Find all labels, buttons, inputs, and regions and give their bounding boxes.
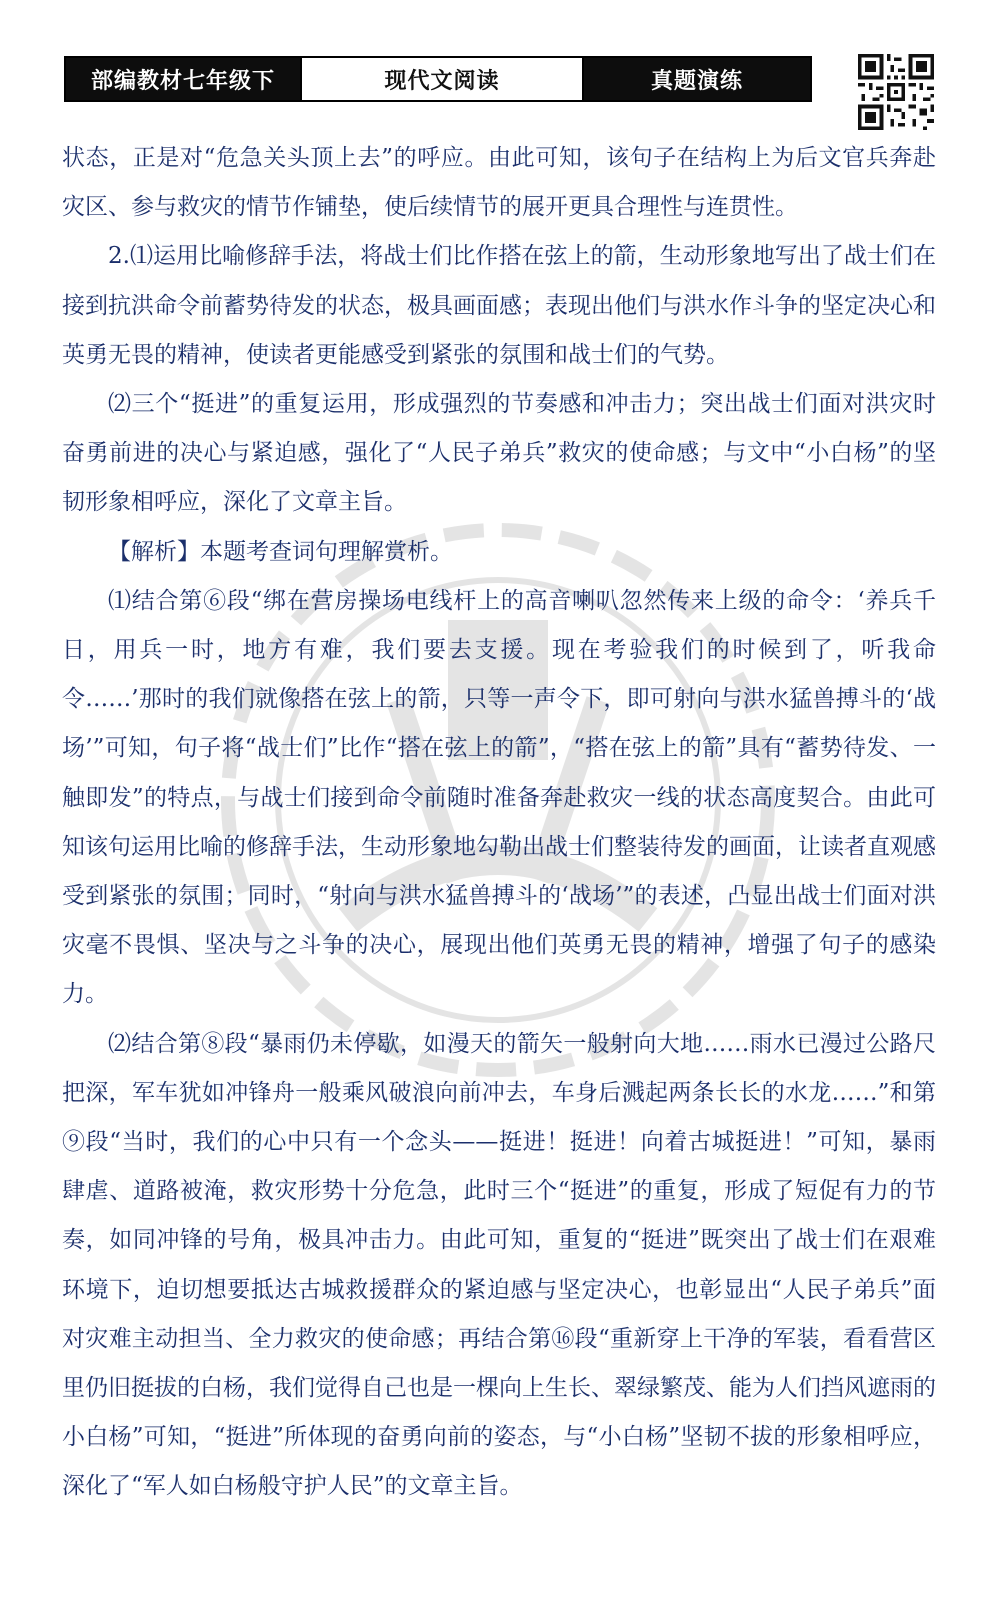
paragraph-2: 2.⑴运用比喻修辞手法，将战士们比作搭在弦上的箭，生动形象地写出了战士们在接到抗洪命令前蓄势待发的状态，极具画面感；表现出他们与洪水作斗争的坚定决心和英勇无畏的精神，使读者更能感受到紧张的氛围和战士们的气势。 (62, 243, 936, 368)
header-subject-label: 现代文阅读 (300, 58, 584, 100)
paragraph-1: 状态，正是对“危急关头顶上去”的呼应。由此可知，该句子在结构上为后文官兵奔赴灾区、参与救灾的情节作铺垫，使后续情节的展开更具合理性与连贯性。 (62, 145, 936, 221)
qr-code-icon (858, 54, 934, 130)
paragraph-3: ⑵三个“挺进”的重复运用，形成强烈的节奏感和冲击力；突出战士们面对洪灾时奋勇前进的决心与紧迫感，强化了“人民子弟兵”救灾的使命感；与文中“小白杨”的坚韧形象相呼应，深化了文章主旨。 (62, 391, 936, 516)
answer-content (62, 134, 936, 1512)
paragraph-6: ⑵结合第⑧段“暴雨仍未停歇，如漫天的箭矢一般射向大地……雨水已漫过公路尺把深，军车犹如冲锋舟一般乘风破浪向前冲去，车身后溅起两条长长的水龙……”和第⑨段“当时，我们的心中只有一个念头——挺进！挺进！向着古城挺进！”可知，暴雨肆虐、道路被淹，救灾形势十分危急，此时三个“挺进”的重复，形成了短促有力的节奏，如同冲锋的号角，极具冲击力。由此可知，重复的“挺进”既突出了战士们在艰难环境下，迫切想要抵达古城救援群众的紧迫感与坚定决心，也彰显出“人民子弟兵”面对灾难主动担当、全力救灾的使命感；再结合第⑯段“重新穿上干净的军装，看看营区里仍旧挺拔的白杨，我们觉得自己也是一棵向上生长、翠绿繁茂、能为人们挡风遮雨的小白杨”可知，“挺进”所体现的奋勇向前的姿态，与“小白杨”坚韧不拔的形象相呼应，深化了“军人如白杨般守护人民”的文章主旨。 (62, 1030, 936, 1500)
header-grade-label: 部编教材七年级下 (66, 58, 300, 100)
paragraph-analysis-heading: 【解析】本题考查词句理解赏析。 (108, 538, 453, 565)
header-bar (64, 56, 812, 102)
header-practice-label: 真题演练 (584, 58, 810, 100)
paragraph-5: ⑴结合第⑥段“绑在营房操场电线杆上的高音喇叭忽然传来上级的命令：‘养兵千日，用兵一时，地方有难，我们要去支援。现在考验我们的时候到了，听我命令……’那时的我们就像搭在弦上的箭，只等一声令下，即可射向与洪水猛兽搏斗的‘战场’”可知，句子将“战士们”比作“搭在弦上的箭”，“搭在弦上的箭”具有“蓄势待发、一触即发”的特点，与战士们接到命令前随时准备奔赴救灾一线的状态高度契合。由此可知该句运用比喻的修辞手法，生动形象地勾勒出战士们整装待发的画面，让读者直观感受到紧张的氛围；同时，“射向与洪水猛兽搏斗的‘战场’”的表述，凸显出战士们面对洪灾毫不畏惧、坚决与之斗争的决心，展现出他们英勇无畏的精神，增强了句子的感染力。 (62, 587, 936, 1008)
